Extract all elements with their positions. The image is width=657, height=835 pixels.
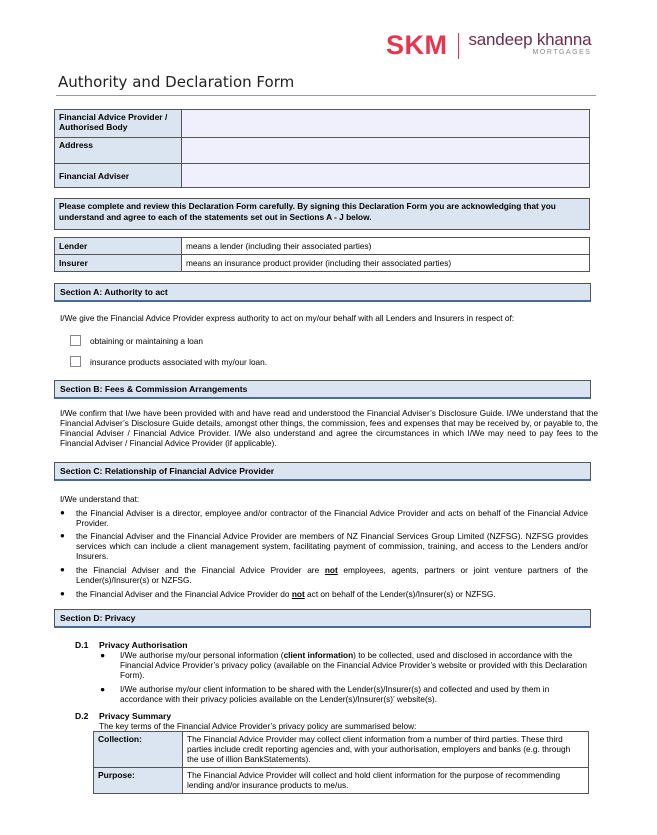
bullet-dot: ● <box>60 565 65 574</box>
meaning-lender: means a lender (including their associated parties) <box>182 238 590 255</box>
bullet-dot: ● <box>100 650 106 660</box>
bullet-dot: ● <box>100 684 106 694</box>
term-insurer: Insurer <box>55 255 182 272</box>
bullet-text-pre: the Financial Adviser and the Financial Advice Provider do <box>76 589 292 599</box>
bullet-dot: ● <box>60 508 65 517</box>
privacy-summary-table <box>93 731 589 794</box>
logo-subtitle: MORTGAGES <box>532 49 592 56</box>
insurance-checkbox[interactable] <box>70 356 81 367</box>
bullet-emphasis: not <box>291 589 305 599</box>
address-field[interactable] <box>182 138 590 164</box>
bullet-text <box>76 589 588 599</box>
section-c-intro: I/We understand that: <box>60 494 140 504</box>
section-a-text: I/We give the Financial Advice Provider express authority to act on my/our behalf with all Lenders and Insurers in respect of: <box>60 313 515 323</box>
definitions-table <box>54 237 590 272</box>
label-financial-adviser: Financial Adviser <box>55 164 182 188</box>
bullet-text <box>76 565 588 585</box>
privacy-term-collection: Collection: <box>94 732 183 768</box>
section-c-bullet <box>60 508 588 528</box>
option-insurance-label: insurance products associated with my/our loan. <box>90 356 268 367</box>
label-financial-advice-provider: Financial Advice Provider / Authorised Body <box>55 110 182 138</box>
privacy-text-collection: The Financial Advice Provider may collect client information from a number of third parties. These third parties include credit reporting agencies and, with your authorisation, employers and banks (e.g. through the use of illion BankStatements). <box>183 732 589 768</box>
section-c-bullet <box>60 565 588 585</box>
bullet-text-pre: I/We authorise my/our personal information ( <box>120 650 284 660</box>
section-b-text: I/We confirm that I/we have been provided with and have read and understood the Financial Adviser’s Disclosure Guide. I/We understand that the Financial Adviser’s Disclosure Guide details, amongst other things, the commission, fees and expenses that may be received by, or payable to, the Financial Adviser / Financial Advice Provider. I/We also understand and agree the circumstances in which I/We may need to pay fees to the Financial Adviser / Financial Advice Provider (if applicable). <box>60 408 598 448</box>
logo-mark: SKM <box>386 30 448 60</box>
bullet-text: the Financial Adviser is a director, employee and/or contractor of the Financial Advice Provider and acts on behalf of the Financial Advice Provider. <box>76 508 588 528</box>
bullet-dot: ● <box>60 589 65 598</box>
d1-number: D.1 <box>75 640 89 650</box>
logo-text <box>469 32 592 56</box>
loan-checkbox[interactable] <box>70 335 81 346</box>
company-logo <box>386 32 591 62</box>
label-address: Address <box>55 138 182 164</box>
page-title: Authority and Declaration Form <box>58 73 295 91</box>
section-c-bullet <box>60 531 588 561</box>
d2-title: Privacy Summary <box>99 711 172 721</box>
section-b-heading: Section B: Fees & Commission Arrangements <box>54 380 591 399</box>
bullet-emphasis: not <box>324 565 338 575</box>
meaning-insurer: means an insurance product provider (including their associated parties) <box>182 255 590 272</box>
d2-number: D.2 <box>75 711 89 721</box>
d2-intro: The key terms of the Financial Advice Provider’s privacy policy are summarised below: <box>99 721 417 731</box>
bullet-text: I/We authorise my/our client information to be shared with the Lender(s)/Insurer(s) and collected and used by them in accordance with their privacy policies available on the Lender(s)/Insurer(s)’ website(s). <box>120 684 550 704</box>
financial-adviser-field[interactable] <box>182 164 590 188</box>
bullet-text <box>120 650 590 680</box>
privacy-term-purpose: Purpose: <box>94 768 183 794</box>
privacy-text-purpose: The Financial Advice Provider will collect and hold client information for the purpose of recommending lending and/or insurance products to me/us. <box>183 768 589 794</box>
section-c-heading: Section C: Relationship of Financial Advice Provider <box>54 462 591 481</box>
bullet-text-pre: the Financial Adviser and the Financial Advice Provider are <box>76 565 325 575</box>
bullet-text: the Financial Adviser and the Financial Advice Provider are members of NZ Financial Services Group Limited (NZFSG). NZFSG provides services which can include a client management system, facilitating payment of commission, training, and access to the Lenders and/or Insurers. <box>76 531 588 561</box>
term-lender: Lender <box>55 238 182 255</box>
bullet-emphasis: client information <box>283 650 354 660</box>
section-a-heading: Section A: Authority to act <box>54 283 591 302</box>
section-d-heading: Section D: Privacy <box>54 609 591 628</box>
bullet-text-post: employees, agents, partners or joint venture partners of the Lender(s)/Insurer(s) or NZFSG. <box>76 565 588 585</box>
title-rule <box>56 95 596 96</box>
bullet-text-post: act on behalf of the Lender(s)/Insurer(s) or NZFSG. <box>304 589 496 599</box>
bullet-dot: ● <box>60 531 65 540</box>
section-c-bullet <box>60 589 588 599</box>
bullet-text-post: ) to be collected, used and disclosed in accordance with the Financial Advice Provider’s privacy policy (available on the Financial Advice Provider’s website or provided with this Declaration Form). <box>120 650 588 680</box>
details-table <box>54 109 590 188</box>
option-loan-label: obtaining or maintaining a loan <box>90 335 204 346</box>
d1-title: Privacy Authorisation <box>99 640 188 650</box>
financial-advice-provider-field[interactable] <box>182 110 590 138</box>
d1-bullet <box>100 650 590 680</box>
logo-name: sandeep khanna <box>468 30 592 49</box>
option-insurance[interactable] <box>70 356 267 367</box>
d1-bullet <box>100 684 590 704</box>
logo-divider <box>458 33 459 59</box>
declaration-notice: Please complete and review this Declaration Form carefully. By signing this Declaration Form you are acknowledging that you understand and agree to each of the statements set out in Sections A - J below. <box>54 198 590 230</box>
option-loan[interactable] <box>70 335 203 346</box>
